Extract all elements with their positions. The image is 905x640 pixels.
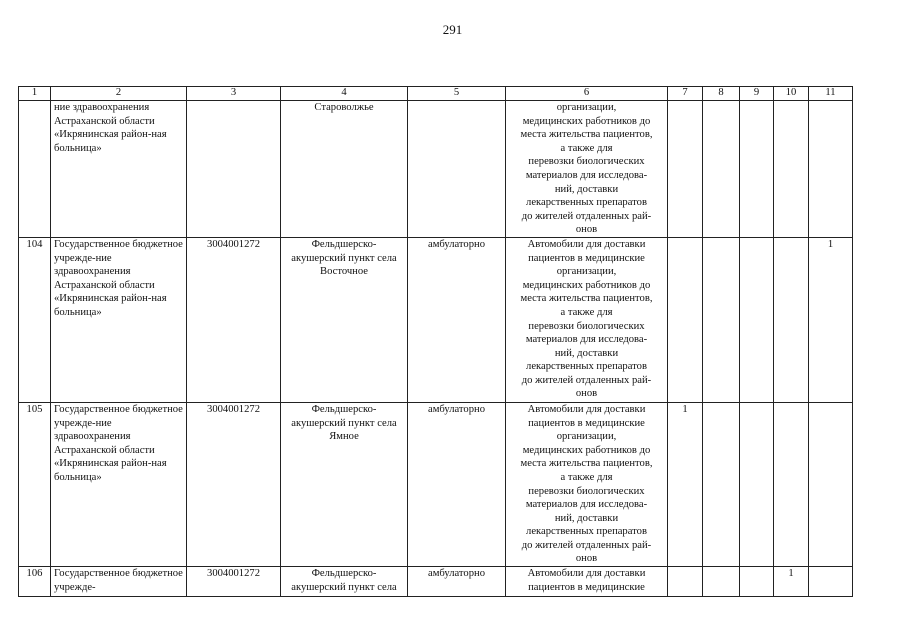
column-header: 3 bbox=[187, 87, 281, 101]
facility-cell bbox=[281, 237, 408, 402]
facility-cell-line: Ямное bbox=[329, 431, 359, 443]
vehicle-purpose-cell-line: лекарственных препаратов bbox=[526, 526, 647, 538]
facility-cell bbox=[281, 101, 408, 238]
inn-cell: 3004001272 bbox=[187, 237, 281, 402]
vehicle-purpose-cell-line: Автомобили для доставки bbox=[527, 403, 646, 415]
vehicle-purpose-cell-line: медицинских работников до bbox=[522, 115, 651, 127]
count-cell-7: 1 bbox=[668, 402, 703, 566]
row-number-cell: 104 bbox=[19, 237, 51, 402]
column-header: 11 bbox=[809, 87, 853, 101]
facility-table bbox=[18, 86, 853, 597]
count-cell-9 bbox=[740, 402, 774, 566]
inn-cell bbox=[187, 101, 281, 238]
vehicle-purpose-cell-line: материалов для исследова- bbox=[525, 169, 648, 181]
count-cell-7 bbox=[668, 567, 703, 597]
count-cell-7 bbox=[668, 101, 703, 238]
vehicle-purpose-cell-line: пациентов в медицинские bbox=[528, 581, 645, 593]
organization-cell: Государственное бюджетное учрежде-ние здравоохранения Астраханской области «Икрянинская район-ная больница» bbox=[51, 402, 187, 566]
table-row bbox=[19, 567, 853, 597]
care-mode-cell: амбулаторно bbox=[408, 237, 506, 402]
vehicle-purpose-cell-line: Автомобили для доставки bbox=[527, 238, 646, 250]
column-header: 8 bbox=[703, 87, 740, 101]
vehicle-purpose-cell-line: организации, bbox=[556, 431, 617, 443]
column-header: 5 bbox=[408, 87, 506, 101]
count-cell-8 bbox=[703, 237, 740, 402]
vehicle-purpose-cell-line: лекарственных препаратов bbox=[526, 197, 647, 209]
organization-cell: Государственное бюджетное учрежде-ние здравоохранения Астраханской области «Икрянинская район-ная больница» bbox=[51, 237, 187, 402]
vehicle-purpose-cell bbox=[506, 402, 668, 566]
count-cell-11: 1 bbox=[809, 237, 853, 402]
vehicle-purpose-cell-line: ний, доставки bbox=[554, 183, 619, 195]
facility-cell-line: Фельдшерско- bbox=[311, 238, 377, 250]
vehicle-purpose-cell-line: места жительства пациентов, bbox=[520, 129, 653, 141]
page-number: 291 bbox=[442, 22, 463, 37]
column-header: 6 bbox=[506, 87, 668, 101]
vehicle-purpose-cell-line: пациентов в медицинские bbox=[528, 417, 645, 429]
vehicle-purpose-cell-line: до жителей отдаленных рай- bbox=[521, 539, 652, 551]
vehicle-purpose-cell bbox=[506, 237, 668, 402]
facility-cell-line: акушерский пункт села bbox=[291, 417, 397, 429]
vehicle-purpose-cell-line: Автомобили для доставки bbox=[527, 568, 646, 580]
count-cell-9 bbox=[740, 237, 774, 402]
table-header-row bbox=[19, 87, 853, 101]
inn-cell: 3004001272 bbox=[187, 567, 281, 597]
count-cell-8 bbox=[703, 402, 740, 566]
vehicle-purpose-cell-line: материалов для исследова- bbox=[525, 334, 648, 346]
count-cell-10 bbox=[774, 237, 809, 402]
facility-cell-line: Староволжье bbox=[314, 102, 374, 113]
vehicle-purpose-cell-line: организации, bbox=[556, 102, 617, 113]
count-cell-9 bbox=[740, 101, 774, 238]
column-header: 9 bbox=[740, 87, 774, 101]
facility-cell-line: акушерский пункт села bbox=[291, 581, 397, 593]
count-cell-8 bbox=[703, 101, 740, 238]
count-cell-11 bbox=[809, 402, 853, 566]
facility-cell bbox=[281, 402, 408, 566]
column-header: 10 bbox=[774, 87, 809, 101]
vehicle-purpose-cell-line: материалов для исследова- bbox=[525, 499, 648, 511]
column-header: 4 bbox=[281, 87, 408, 101]
column-header: 1 bbox=[19, 87, 51, 101]
vehicle-purpose-cell-line: до жителей отдаленных рай- bbox=[521, 374, 652, 386]
facility-cell-line: Фельдшерско- bbox=[311, 403, 377, 415]
vehicle-purpose-cell-line: пациентов в медицинские bbox=[528, 252, 645, 264]
row-number-cell: 105 bbox=[19, 402, 51, 566]
vehicle-purpose-cell-line: места жительства пациентов, bbox=[520, 458, 653, 470]
count-cell-10 bbox=[774, 402, 809, 566]
vehicle-purpose-cell-line: лекарственных препаратов bbox=[526, 361, 647, 373]
column-header: 7 bbox=[668, 87, 703, 101]
vehicle-purpose-cell-line: а также для bbox=[560, 471, 613, 483]
vehicle-purpose-cell-line: места жительства пациентов, bbox=[520, 293, 653, 305]
facility-cell bbox=[281, 567, 408, 597]
vehicle-purpose-cell-line: медицинских работников до bbox=[522, 279, 651, 291]
vehicle-purpose-cell-line: организации, bbox=[556, 266, 617, 278]
count-cell-11 bbox=[809, 101, 853, 238]
count-cell-11 bbox=[809, 567, 853, 597]
count-cell-10: 1 bbox=[774, 567, 809, 597]
vehicle-purpose-cell-line: онов bbox=[575, 388, 598, 400]
organization-cell: ние здравоохранения Астраханской области «Икрянинская район-ная больница» bbox=[51, 101, 187, 238]
count-cell-7 bbox=[668, 237, 703, 402]
vehicle-purpose-cell-line: ний, доставки bbox=[554, 512, 619, 524]
care-mode-cell: амбулаторно bbox=[408, 402, 506, 566]
count-cell-9 bbox=[740, 567, 774, 597]
facility-cell-line: акушерский пункт села bbox=[291, 252, 397, 264]
vehicle-purpose-cell-line: онов bbox=[575, 553, 598, 565]
count-cell-8 bbox=[703, 567, 740, 597]
vehicle-purpose-cell-line: а также для bbox=[560, 142, 613, 154]
count-cell-10 bbox=[774, 101, 809, 238]
vehicle-purpose-cell-line: ний, доставки bbox=[554, 347, 619, 359]
row-number-cell: 106 bbox=[19, 567, 51, 597]
vehicle-purpose-cell-line: медицинских работников до bbox=[522, 444, 651, 456]
vehicle-purpose-cell-line: а также для bbox=[560, 306, 613, 318]
vehicle-purpose-cell-line: перевозки биологических bbox=[528, 156, 645, 168]
inn-cell: 3004001272 bbox=[187, 402, 281, 566]
facility-cell-line: Восточное bbox=[320, 266, 368, 278]
vehicle-purpose-cell-line: онов bbox=[575, 224, 598, 236]
vehicle-purpose-cell-line: перевозки биологических bbox=[528, 485, 645, 497]
vehicle-purpose-cell-line: перевозки биологических bbox=[528, 320, 645, 332]
care-mode-cell bbox=[408, 101, 506, 238]
care-mode-cell: амбулаторно bbox=[408, 567, 506, 597]
table-row bbox=[19, 402, 853, 566]
vehicle-purpose-cell-line: до жителей отдаленных рай- bbox=[521, 210, 652, 222]
column-header: 2 bbox=[51, 87, 187, 101]
row-number-cell bbox=[19, 101, 51, 238]
table-row bbox=[19, 237, 853, 402]
facility-cell-line: Фельдшерско- bbox=[311, 568, 377, 580]
organization-cell: Государственное бюджетное учрежде- bbox=[51, 567, 187, 597]
vehicle-purpose-cell bbox=[506, 101, 668, 238]
table-row bbox=[19, 101, 853, 238]
vehicle-purpose-cell bbox=[506, 567, 668, 597]
